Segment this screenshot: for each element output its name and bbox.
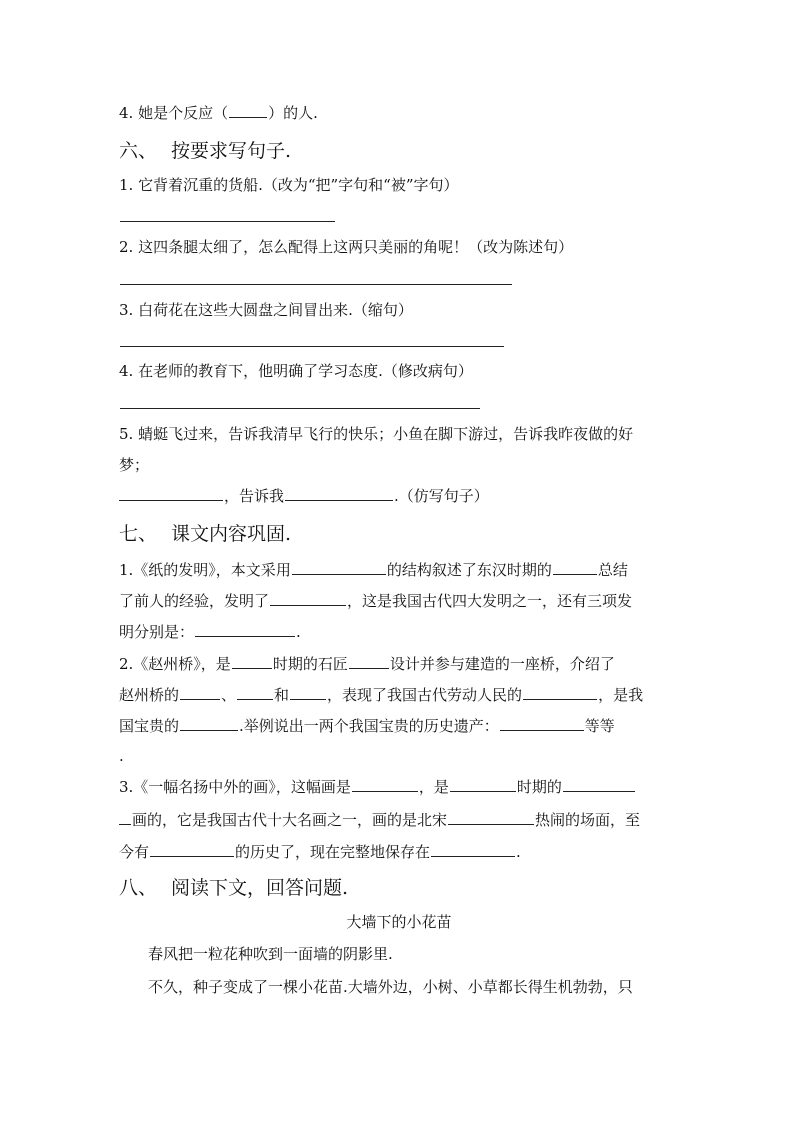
passage-paragraph-1: 春风把一粒花种吹到一面墙的阴影里. (148, 945, 393, 963)
section-7-q2-line3: 国宝贵的 .举例说出一两个我国宝贵的历史遗产： 等等 (119, 717, 615, 735)
section-6-q4: 4. 在老师的教育下，他明确了学习态度.（修改病句） (119, 362, 473, 380)
blank[interactable] (195, 622, 295, 637)
section-7-q1-line1: 1.《纸的发明》，本文采用 的结构叙述了东汉时期的 总结 (119, 561, 628, 579)
section-7-q3-line1: 3.《一幅名扬中外的画》，这幅画是 ，是 时期的 (119, 777, 679, 797)
blank[interactable] (349, 654, 389, 669)
answer-line[interactable] (120, 221, 335, 222)
answer-line[interactable] (120, 408, 480, 409)
section-7-q2-line1: 2.《赵州桥》，是 时期的石匠 设计并参与建造的一座桥，介绍了 (119, 655, 615, 673)
blank[interactable] (450, 777, 516, 792)
blank[interactable] (431, 842, 515, 857)
section-7-q1-line3: 明分别是： . (119, 623, 301, 641)
blank[interactable] (270, 591, 346, 606)
section-6-q3: 3. 白荷花在这些大圆盘之间冒出来.（缩句） (119, 301, 413, 319)
section-6-q1: 1. 它背着沉重的货船.（改为“把”字句和“被”字句） (119, 176, 459, 194)
section-7-heading: 七、 课文内容巩固. (119, 523, 292, 545)
blank[interactable] (290, 685, 326, 700)
blank[interactable] (500, 716, 584, 731)
section-7-q3-line3: 今有 的历史了，现在完整地保存在 . (119, 843, 521, 861)
blank[interactable] (448, 810, 534, 825)
blank[interactable] (352, 777, 418, 792)
question-4-reaction: 4. 她是个反应（ ）的人. (119, 104, 318, 122)
passage-paragraph-2: 不久，种子变成了一棵小花苗.大墙外边，小树、小草都长得生机勃勃，只 (148, 978, 633, 996)
section-7-q2-line2: 赵州桥的 、 和 ，表现了我国古代劳动人民的 ，是我 (119, 686, 644, 704)
blank[interactable] (237, 685, 273, 700)
blank[interactable] (180, 716, 238, 731)
blank[interactable] (523, 685, 597, 700)
blank[interactable] (180, 685, 220, 700)
section-6-heading: 六、 按要求写句子. (119, 140, 292, 162)
answer-line[interactable] (120, 346, 504, 347)
answer-line[interactable] (120, 284, 512, 285)
section-6-q5-line2: 梦； (119, 456, 150, 474)
blank[interactable] (119, 486, 223, 501)
section-7-q2-line4: . (119, 747, 124, 765)
section-6-q5-imitate: ，告诉我 .（仿写句子） (119, 486, 679, 506)
section-7-q1-line2: 了前人的经验，发明了 ，这是我国古代四大发明之一，还有三项发 (119, 592, 633, 610)
section-7-q3-line2: 画的，它是我国古代十大名画之一，画的是北宋 热闹的场面，至 (119, 810, 679, 830)
blank[interactable] (229, 103, 267, 118)
blank[interactable] (119, 810, 131, 825)
blank[interactable] (150, 842, 234, 857)
blank[interactable] (563, 777, 635, 792)
blank[interactable] (292, 560, 386, 575)
section-6-q5-line1: 5. 蜻蜓飞过来，告诉我清早飞行的快乐；小鱼在脚下游过，告诉我昨夜做的好 (119, 425, 634, 443)
passage-title: 大墙下的小花苗 (346, 913, 452, 931)
section-8-heading: 八、 阅读下文，回答问题. (119, 877, 349, 899)
blank[interactable] (232, 654, 272, 669)
blank[interactable] (553, 560, 597, 575)
blank[interactable] (285, 486, 393, 501)
section-6-q2: 2. 这四条腿太细了，怎么配得上这两只美丽的角呢！（改为陈述句） (119, 238, 574, 256)
